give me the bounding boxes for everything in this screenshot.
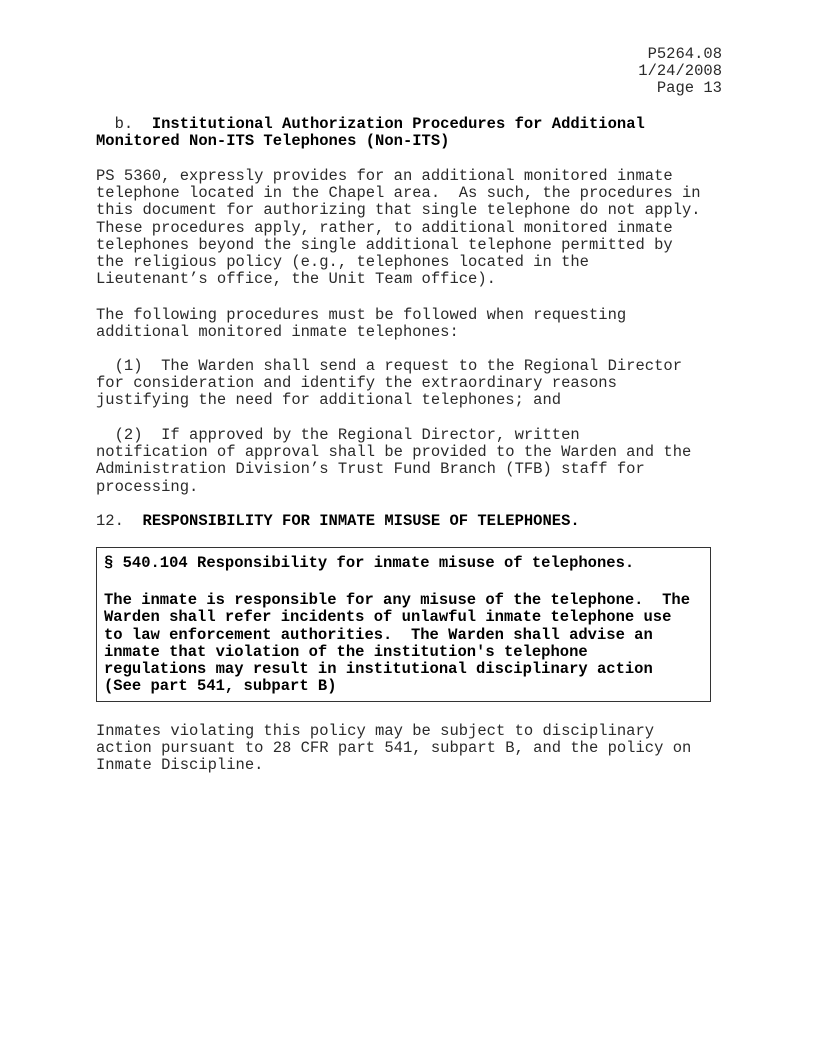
paragraph-line: Lieutenant’s office, the Unit Team office). xyxy=(96,270,496,289)
paragraph-line: Administration Division’s Trust Fund Branch (TFB) staff for xyxy=(96,460,645,479)
paragraph-inmates-violating xyxy=(96,723,726,775)
paragraph-line: justifying the need for additional telephones; and xyxy=(96,391,562,410)
regulation-line: (See part 541, subpart B) xyxy=(104,677,337,696)
paragraph-line: (2) If approved by the Regional Director, written xyxy=(96,426,580,444)
paragraph-line: The following procedures must be followed when requesting xyxy=(96,306,627,324)
paragraph-line: additional monitored inmate telephones: xyxy=(96,323,459,342)
procedure-step-1 xyxy=(96,358,726,410)
paragraph-line: Inmate Discipline. xyxy=(96,756,264,775)
paragraph-line: Inmates violating this policy may be subject to disciplinary xyxy=(96,722,655,740)
regulation-line: inmate that violation of the institution's telephone xyxy=(104,642,588,661)
paragraph-line: telephones beyond the single additional telephone permitted by xyxy=(96,235,673,254)
procedure-step-2 xyxy=(96,427,726,496)
regulation-heading: § 540.104 Responsibility for inmate misuse of telephones. xyxy=(104,554,635,572)
section-b-marker: b. xyxy=(96,115,152,133)
document-number: P5264.08 xyxy=(647,45,722,63)
section-b-title-line1: Institutional Authorization Procedures for Additional xyxy=(151,115,645,133)
regulation-line: The inmate is responsible for any misuse of the telephone. The xyxy=(104,591,690,610)
paragraph-line: the religious policy (e.g., telephones located in the xyxy=(96,253,589,272)
regulation-box xyxy=(96,547,711,702)
document-date: 1/24/2008 xyxy=(638,62,722,81)
paragraph-line: PS 5360, expressly provides for an additional monitored inmate xyxy=(96,167,673,185)
paragraph-line: These procedures apply, rather, to additional monitored inmate xyxy=(96,218,673,237)
section-b-title-line2: Monitored Non-ITS Telephones (Non-ITS) xyxy=(96,132,450,151)
regulation-line: to law enforcement authorities. The Warden shall advise an xyxy=(104,625,653,644)
section-12-marker: 12. xyxy=(96,512,143,530)
section-12-heading xyxy=(96,513,726,530)
paragraph-line: processing. xyxy=(96,477,199,496)
section-b-heading xyxy=(96,116,726,150)
paragraph-line: (1) The Warden shall send a request to the Regional Director xyxy=(96,357,682,375)
paragraph-line: notification of approval shall be provided to the Warden and the xyxy=(96,443,692,462)
paragraph-following-procedures xyxy=(96,307,726,341)
regulation-line: regulations may result in institutional disciplinary action xyxy=(104,660,653,679)
page-number: Page 13 xyxy=(656,79,722,98)
paragraph-line: telephone located in the Chapel area. As such, the procedures in xyxy=(96,184,701,203)
regulation-line: Warden shall refer incidents of unlawful inmate telephone use xyxy=(104,608,672,627)
paragraph-ps5360 xyxy=(96,168,726,288)
paragraph-line: this document for authorizing that single telephone do not apply. xyxy=(96,201,701,220)
regulation-spacer xyxy=(104,572,710,592)
page-header xyxy=(96,46,722,98)
section-12-title: RESPONSIBILITY FOR INMATE MISUSE OF TELEPHONES. xyxy=(142,512,580,530)
paragraph-line: action pursuant to 28 CFR part 541, subpart B, and the policy on xyxy=(96,739,692,758)
paragraph-line: for consideration and identify the extraordinary reasons xyxy=(96,374,617,393)
